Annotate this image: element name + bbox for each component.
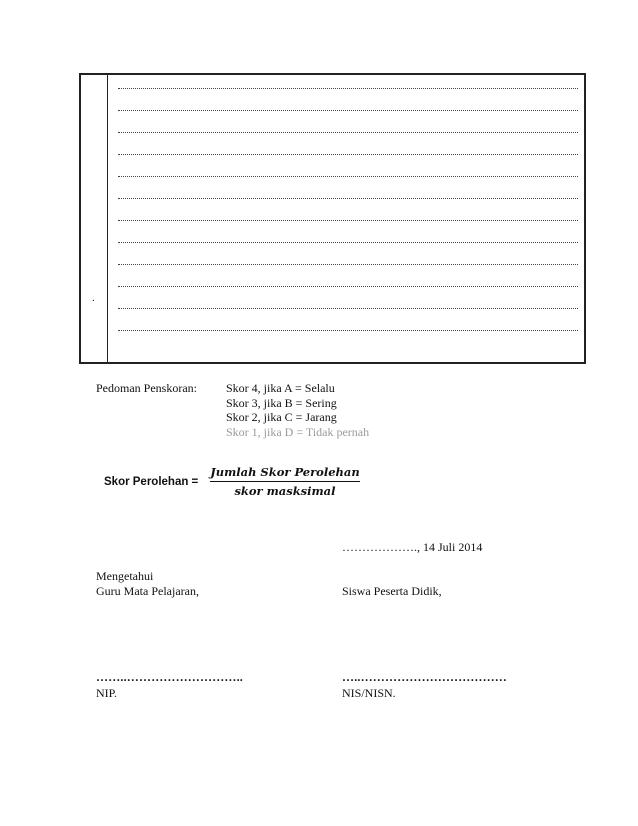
formula-fraction [204, 465, 365, 498]
score-item-1: Skor 1, jika D = Tidak pernah [226, 424, 370, 439]
answer-dotted-line [118, 329, 578, 331]
formula-denominator: skor masksimal [234, 484, 336, 498]
teacher-signature-line: ……..……………………….. [96, 670, 243, 684]
answer-dotted-line [118, 153, 578, 155]
student-title: Siswa Peserta Didik, [342, 584, 442, 598]
teacher-id-label: NIP. [96, 686, 118, 700]
score-item-4: Skor 4, jika A = Selalu [226, 381, 335, 395]
answer-dotted-line [118, 219, 578, 221]
answer-box [79, 73, 586, 364]
row-marker: . [92, 292, 95, 304]
scoring-guide-items [226, 381, 369, 439]
scoring-guide-label: Pedoman Penskoran: [96, 381, 197, 395]
answer-dotted-line [118, 197, 578, 199]
answer-dotted-line [118, 263, 578, 265]
formula-label: Skor Perolehan = [104, 475, 199, 488]
teacher-title: Guru Mata Pelajaran, [96, 584, 199, 598]
fraction-bar [210, 481, 360, 482]
student-signature-line: …..……………………………… [342, 670, 507, 684]
score-formula [104, 465, 366, 498]
answer-dotted-line [118, 307, 578, 309]
formula-numerator: Jumlah Skor Perolehan [210, 465, 360, 479]
answer-dotted-line [118, 285, 578, 287]
answer-dotted-line [118, 175, 578, 177]
answer-dotted-line [118, 131, 578, 133]
answer-lines-area [108, 75, 584, 362]
answer-dotted-line [118, 241, 578, 243]
answer-box-number-column [81, 75, 108, 362]
answer-dotted-line [118, 87, 578, 89]
student-id-label: NIS/NISN. [342, 686, 396, 700]
answer-dotted-line [118, 109, 578, 111]
date-line: ………………., 14 Juli 2014 [342, 540, 483, 554]
acknowledge-text: Mengetahui [96, 569, 154, 583]
score-item-2: Skor 2, jika C = Jarang [226, 410, 337, 424]
score-item-3: Skor 3, jika B = Sering [226, 395, 337, 410]
